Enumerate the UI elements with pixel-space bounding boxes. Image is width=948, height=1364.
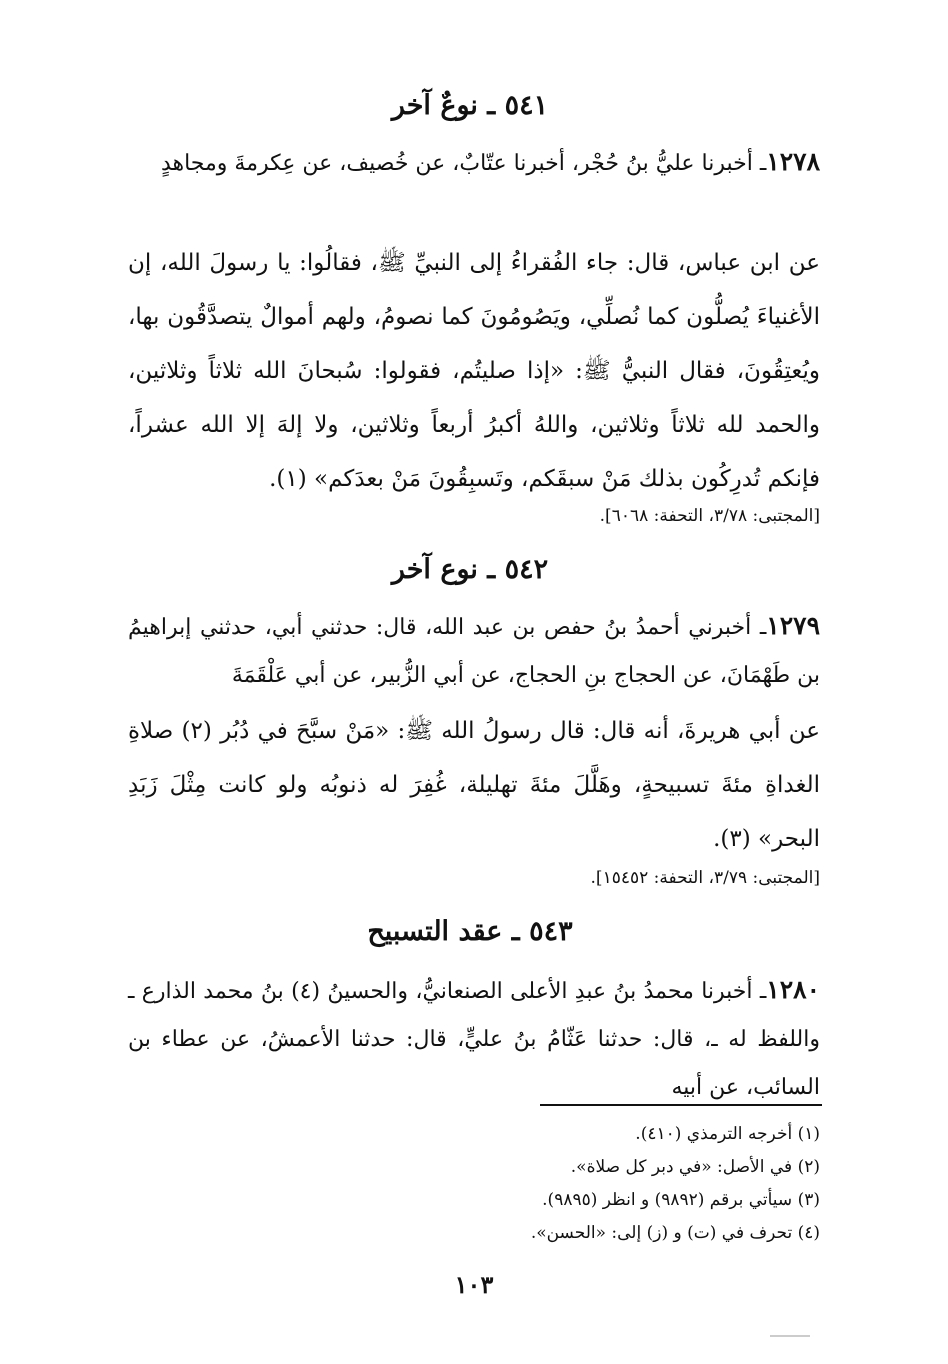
footnote: (١) أخرجه الترمذي (٤١٠). — [635, 1124, 820, 1144]
footnote: (٤) تحرف في (ت) و (ز) إلى: «الحسن». — [530, 1223, 820, 1243]
footnote: (٢) في الأصل: «في دبر كل صلاة». — [570, 1157, 820, 1177]
hadith-chain — [128, 138, 820, 188]
hadith-chain — [128, 966, 820, 1112]
hadith-text: عن ابن عباس، قال: جاء الفُقراءُ إلى النبيِّ ﷺ، فقالُوا: يا رسولَ الله، إن الأغنياءَ يُصلُّون كما نُصلِّي، ويَصُومُونَ كما نصومُ، ولهم أموالٌ يتصدَّقُون بها، ويُعتِقُونَ، فقال النبيُّ ﷺ: «إذا صليتُم، فقولوا: سُبحانَ الله ثلاثاً وثلاثين، والحمد لله ثلاثاً وثلاثين، واللهُ أكبرُ أربعاً وثلاثين، ولا إلهَ إلا الله عشراً، فإنكم تُدرِكُون بذلك مَنْ سبقَكم، وتَسبِقُونَ مَنْ بعدَكم» (١). — [128, 250, 820, 492]
hadith-number: ١٢٧٨ — [766, 147, 820, 176]
hadith-chain — [128, 602, 820, 700]
chain-text: ـ أخبرنا عليُّ بنُ حُجْر، أخبرنا عتّابٌ، عن خُصيف، عن عِكرمةَ ومجاهدٍ — [160, 151, 767, 176]
source-reference: [المجتبى: ٣/٧٩، التحفة: ١٥٤٥٢]. — [590, 868, 820, 888]
footnotes — [128, 1118, 820, 1250]
source-reference: [المجتبى: ٣/٧٨، التحفة: ٦٠٦٨]. — [599, 506, 820, 526]
page-number: ١٠٣ — [454, 1270, 494, 1299]
chain-text: ـ أخبرني أحمدُ بنُ حفص بن عبد الله، قال: حدثني أبي، حدثني إبراهيمُ بن طَهْمَانَ، عن الحجاج بنِ الحجاج، عن أبي الزُّبير، عن أبي عَلْقَمَةَ — [128, 615, 820, 688]
hadith-number: ١٢٧٩ — [766, 611, 820, 640]
footnote: (٣) سيأتي برقم (٩٨٩٢) و انظر (٩٨٩٥). — [542, 1190, 820, 1210]
scan-edge-mark — [770, 1335, 810, 1337]
section-heading: ٥٤١ ـ نوعٌ آخر — [391, 90, 549, 121]
section-heading: ٥٤٣ ـ عقد التسبيح — [367, 916, 573, 947]
chain-text: ـ أخبرنا محمدُ بنُ عبدِ الأعلى الصنعانيُّ، والحسينُ (٤) بنُ محمد الذارع ـ واللفظ له ـ، قال: حدثنا عَثّامُ بنُ عليٍّ، قال: حدثنا الأعمشُ، عن عطاء بن السائب، عن أبيه — [128, 979, 820, 1100]
footnote-separator — [540, 1104, 822, 1106]
hadith-text: عن أبي هريرةَ، أنه قال: قال رسولُ الله ﷺ: «مَنْ سبَّحَ في دُبُر (٢) صلاةِ الغداةِ مئةَ تسبيحةٍ، وهَلَّلَ مئةَ تهليلة، غُفِرَ له ذنوبُه ولو كانت مِثْلَ زَبَدِ البحر» (٣). — [128, 718, 821, 852]
section-heading: ٥٤٢ ـ نوع آخر — [391, 554, 549, 585]
hadith-number: ١٢٨٠ — [766, 975, 820, 1004]
